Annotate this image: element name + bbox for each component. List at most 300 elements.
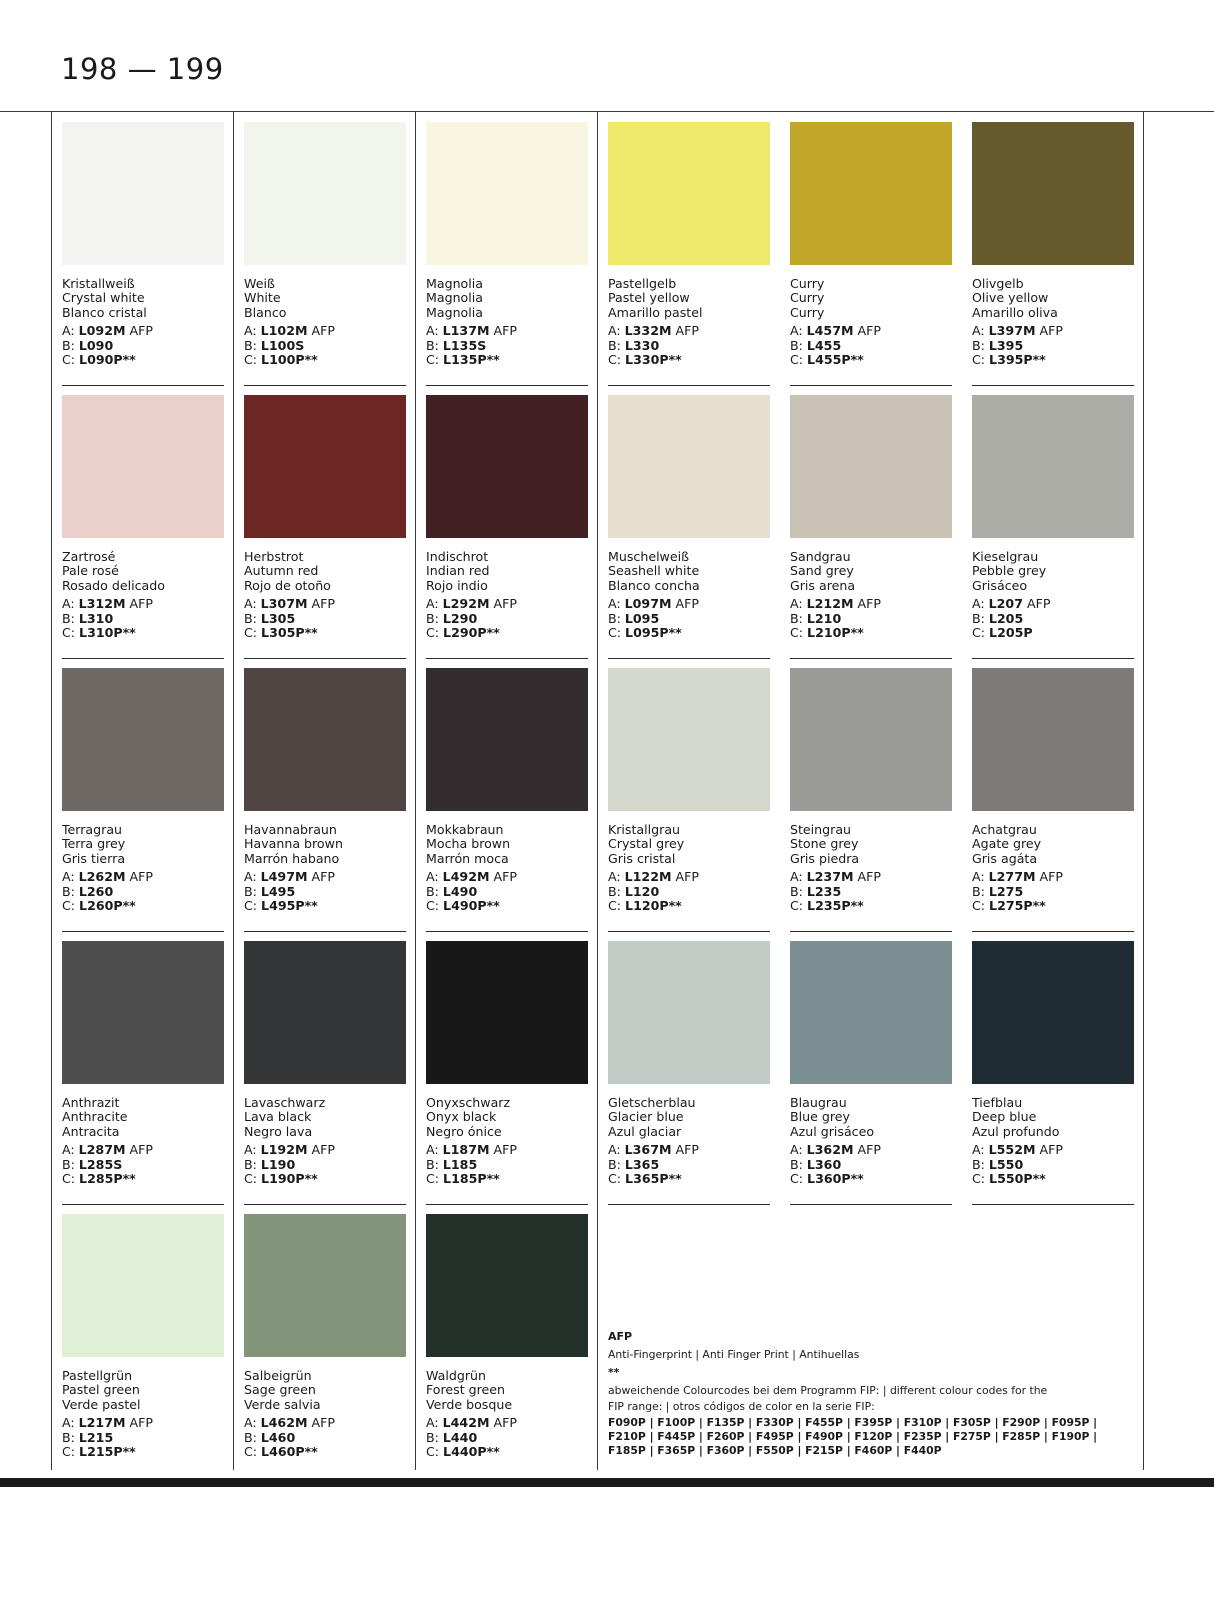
colour-name-de: Steingrau [790, 823, 852, 837]
card-separator [62, 1204, 224, 1205]
code-value: L457M [806, 323, 854, 339]
code-label: C: [972, 352, 990, 368]
code-value: L285P** [79, 1171, 136, 1187]
code-value: L330P** [625, 352, 682, 368]
card-separator [62, 385, 224, 386]
colour-swatch [426, 668, 588, 811]
colour-swatch [426, 941, 588, 1084]
code-label: B: [790, 610, 807, 626]
code-label: B: [244, 610, 261, 626]
code-label: A: [426, 869, 443, 885]
colour-swatch [972, 395, 1134, 538]
card-separator [608, 931, 770, 932]
card-separator [244, 931, 406, 932]
colour-name-de: Lavaschwarz [244, 1096, 326, 1110]
code-value: L185P** [443, 1171, 500, 1187]
code-suffix: AFP [307, 1415, 335, 1431]
code-line-c [972, 353, 1134, 367]
colour-swatch [244, 941, 406, 1084]
colour-names [426, 823, 588, 866]
legend-notes [608, 1330, 1108, 1458]
code-line-b [62, 885, 224, 899]
code-label: A: [972, 1142, 989, 1158]
code-label: B: [972, 883, 989, 899]
code-line-a [790, 597, 952, 611]
colour-name-en: Mocha brown [426, 837, 511, 852]
card-separator [244, 1204, 406, 1205]
colour-swatch [972, 941, 1134, 1084]
card-separator [426, 658, 588, 659]
code-suffix: AFP [853, 869, 881, 885]
colour-names [244, 550, 406, 593]
code-label: B: [972, 1156, 989, 1172]
colour-codes [972, 597, 1134, 640]
code-line-b [608, 339, 770, 353]
code-line-b [608, 612, 770, 626]
code-value: L305 [260, 610, 296, 626]
colour-card [426, 1214, 588, 1459]
code-value: L290 [442, 610, 478, 626]
code-label: B: [62, 610, 79, 626]
colour-name-es: Negro lava [244, 1124, 313, 1139]
footnote-marker: ** [608, 1366, 620, 1379]
colour-codes [244, 1143, 406, 1186]
colour-codes [608, 597, 770, 640]
colour-swatch [790, 395, 952, 538]
code-line-a [426, 324, 588, 338]
code-line-b [972, 612, 1134, 626]
colour-name-de: Anthrazit [62, 1096, 120, 1110]
code-suffix: AFP [489, 1415, 517, 1431]
colour-name-de: Sandgrau [790, 550, 851, 564]
code-suffix: AFP [853, 323, 881, 339]
code-line-a [244, 597, 406, 611]
code-value: L217M [78, 1415, 126, 1431]
colour-card [608, 668, 770, 913]
code-label: A: [62, 869, 79, 885]
code-value: L275P** [989, 898, 1046, 914]
colour-name-es: Marrón habano [244, 851, 340, 866]
colour-name-de: Curry [790, 277, 825, 291]
colour-swatch [62, 395, 224, 538]
code-value: L490P** [443, 898, 500, 914]
code-value: L215 [78, 1429, 114, 1445]
colour-names [790, 277, 952, 320]
code-line-b [972, 1158, 1134, 1172]
colour-names [426, 1369, 588, 1412]
colour-name-de: Mokkabraun [426, 823, 504, 837]
code-value: L395P** [989, 352, 1046, 368]
code-line-a [608, 597, 770, 611]
code-line-c [244, 1172, 406, 1186]
colour-name-es: Gris arena [790, 578, 856, 593]
code-value: L362M [806, 1142, 854, 1158]
colour-name-de: Olivgelb [972, 277, 1024, 291]
colour-names [426, 277, 588, 320]
code-label: C: [972, 898, 990, 914]
colour-card [62, 1214, 224, 1459]
code-suffix: AFP [853, 1142, 881, 1158]
code-value: L260 [78, 883, 114, 899]
code-label: A: [62, 323, 79, 339]
code-line-b [426, 339, 588, 353]
code-line-a [426, 597, 588, 611]
code-label: B: [244, 337, 261, 353]
card-separator [426, 1204, 588, 1205]
code-line-c [426, 1172, 588, 1186]
code-label: A: [608, 323, 625, 339]
colour-codes [790, 870, 952, 913]
code-line-b [608, 1158, 770, 1172]
code-line-b [244, 885, 406, 899]
colour-names [790, 823, 952, 866]
colour-names [608, 1096, 770, 1139]
code-line-b [790, 339, 952, 353]
colour-name-en: Sage green [244, 1383, 316, 1398]
colour-swatch [790, 122, 952, 265]
code-label: A: [62, 1142, 79, 1158]
code-value: L120 [624, 883, 660, 899]
colour-name-en: Pale rosé [62, 564, 119, 579]
code-label: C: [426, 1171, 444, 1187]
colour-card [426, 122, 588, 367]
code-line-c [790, 353, 952, 367]
code-line-c [244, 353, 406, 367]
code-suffix: AFP [671, 596, 699, 612]
colour-codes [244, 1416, 406, 1459]
code-label: C: [244, 1171, 262, 1187]
code-value: L360 [806, 1156, 842, 1172]
colour-names [608, 550, 770, 593]
colour-card [244, 122, 406, 367]
colour-card [608, 395, 770, 640]
code-label: A: [244, 869, 261, 885]
colour-card [790, 395, 952, 640]
card-separator [790, 931, 952, 932]
code-value: L237M [806, 869, 854, 885]
code-label: A: [608, 1142, 625, 1158]
colour-name-de: Havannabraun [244, 823, 337, 837]
colour-swatch [244, 122, 406, 265]
colour-codes [972, 1143, 1134, 1186]
code-label: A: [972, 869, 989, 885]
code-label: A: [790, 323, 807, 339]
colour-swatch [426, 122, 588, 265]
code-line-a [62, 870, 224, 884]
code-suffix: AFP [853, 596, 881, 612]
code-label: C: [790, 625, 808, 641]
colour-names [62, 277, 224, 320]
code-value: L292M [442, 596, 490, 612]
code-suffix: AFP [1035, 869, 1063, 885]
colour-name-en: Crystal white [62, 291, 145, 306]
colour-card [426, 941, 588, 1186]
card-separator [244, 385, 406, 386]
colour-swatch [244, 395, 406, 538]
code-value: L192M [260, 1142, 308, 1158]
code-suffix: AFP [489, 323, 517, 339]
code-suffix: AFP [1022, 596, 1051, 612]
code-label: A: [244, 323, 261, 339]
code-line-a [62, 324, 224, 338]
colour-names [244, 823, 406, 866]
card-separator [972, 931, 1134, 932]
colour-name-de: Terragrau [62, 823, 123, 837]
code-label: B: [426, 1429, 443, 1445]
code-value: L367M [624, 1142, 672, 1158]
colour-name-en: Sand grey [790, 564, 854, 579]
code-value: L100P** [261, 352, 318, 368]
code-value: L205 [988, 610, 1024, 626]
code-label: B: [972, 610, 989, 626]
code-label: B: [790, 1156, 807, 1172]
code-line-c [62, 353, 224, 367]
colour-names [244, 1096, 406, 1139]
card-separator [62, 658, 224, 659]
colour-card [972, 395, 1134, 640]
code-suffix: AFP [489, 869, 517, 885]
code-value: L460P** [261, 1444, 318, 1460]
colour-name-en: Blue grey [790, 1110, 850, 1125]
code-line-c [972, 1172, 1134, 1186]
colour-card [62, 395, 224, 640]
code-label: B: [608, 1156, 625, 1172]
colour-card [426, 395, 588, 640]
code-value: L210 [806, 610, 842, 626]
colour-codes [62, 1416, 224, 1459]
code-line-b [62, 1431, 224, 1445]
colour-codes [244, 597, 406, 640]
colour-codes [790, 1143, 952, 1186]
code-label: A: [790, 1142, 807, 1158]
code-value: L235 [806, 883, 842, 899]
colour-codes [426, 870, 588, 913]
colour-codes [62, 870, 224, 913]
code-label: C: [790, 352, 808, 368]
code-label: C: [244, 352, 262, 368]
code-line-a [972, 597, 1134, 611]
colour-card [972, 668, 1134, 913]
code-label: C: [426, 898, 444, 914]
code-label: A: [790, 869, 807, 885]
code-label: C: [608, 1171, 626, 1187]
colour-name-es: Amarillo oliva [972, 305, 1058, 320]
colour-name-de: Achatgrau [972, 823, 1037, 837]
code-line-a [608, 870, 770, 884]
colour-swatch [426, 1214, 588, 1357]
page-number: 198 — 199 [61, 52, 224, 86]
code-value: L550P** [989, 1171, 1046, 1187]
code-line-a [972, 1143, 1134, 1157]
colour-swatch [972, 122, 1134, 265]
code-line-b [426, 612, 588, 626]
code-value: L305P** [261, 625, 318, 641]
colour-name-es: Azul glaciar [608, 1124, 682, 1139]
colour-name-en: Curry [790, 291, 825, 306]
code-value: L090 [78, 337, 114, 353]
code-value: L277M [988, 869, 1036, 885]
colour-name-es: Negro ónice [426, 1124, 502, 1139]
colour-name-de: Blaugrau [790, 1096, 847, 1110]
code-line-c [244, 626, 406, 640]
code-value: L207 [988, 596, 1023, 612]
colour-names [426, 1096, 588, 1139]
colour-card [244, 668, 406, 913]
code-label: B: [426, 1156, 443, 1172]
code-line-c [972, 626, 1134, 640]
colour-codes [972, 870, 1134, 913]
code-line-c [790, 626, 952, 640]
colour-name-es: Verde salvia [244, 1397, 321, 1412]
code-suffix: AFP [125, 1142, 153, 1158]
code-suffix: AFP [125, 869, 153, 885]
code-suffix: AFP [307, 596, 335, 612]
code-label: B: [244, 883, 261, 899]
colour-name-de: Kieselgrau [972, 550, 1039, 564]
code-line-a [790, 870, 952, 884]
code-label: C: [426, 352, 444, 368]
afp-description: Anti-Fingerprint | Anti Finger Print | Antihuellas [608, 1348, 860, 1361]
colour-card [790, 941, 952, 1186]
code-label: C: [62, 352, 80, 368]
code-line-c [426, 353, 588, 367]
code-value: L122M [624, 869, 672, 885]
code-value: L497M [260, 869, 308, 885]
colour-name-es: Gris agáta [972, 851, 1038, 866]
code-line-a [62, 1416, 224, 1430]
code-value: L275 [988, 883, 1024, 899]
colour-swatch [608, 941, 770, 1084]
code-value: L210P** [807, 625, 864, 641]
code-label: B: [62, 1429, 79, 1445]
colour-name-es: Azul profundo [972, 1124, 1060, 1139]
code-line-a [608, 1143, 770, 1157]
colour-name-de: Pastellgelb [608, 277, 677, 291]
colour-name-es: Verde pastel [62, 1397, 141, 1412]
colour-codes [62, 324, 224, 367]
code-line-b [426, 885, 588, 899]
colour-name-en: Agate grey [972, 837, 1042, 852]
code-line-b [62, 612, 224, 626]
colour-codes [426, 1416, 588, 1459]
colour-swatch [244, 668, 406, 811]
colour-name-en: Pastel yellow [608, 291, 690, 306]
card-separator [426, 931, 588, 932]
code-line-a [244, 870, 406, 884]
colour-name-de: Onyxschwarz [426, 1096, 511, 1110]
code-line-a [790, 1143, 952, 1157]
colour-name-es: Antracita [62, 1124, 120, 1139]
code-label: C: [426, 625, 444, 641]
colour-name-de: Weiß [244, 277, 275, 291]
fip-codes-line-2: F210P | F445P | F260P | F495P | F490P | F120P | F235P | F275P | F285P | F190P | [608, 1430, 1098, 1443]
code-value: L365P** [625, 1171, 682, 1187]
code-label: B: [608, 883, 625, 899]
code-value: L332M [624, 323, 672, 339]
colour-card [972, 941, 1134, 1186]
code-line-a [972, 870, 1134, 884]
colour-names [972, 277, 1134, 320]
colour-name-es: Gris cristal [608, 851, 676, 866]
fip-description-line-2: FIP range: | otros códigos de color en la serie FIP: [608, 1400, 875, 1413]
colour-codes [608, 324, 770, 367]
code-label: C: [244, 898, 262, 914]
code-label: C: [608, 625, 626, 641]
colour-card [608, 941, 770, 1186]
code-value: L490 [442, 883, 478, 899]
code-label: C: [972, 625, 990, 641]
code-label: A: [426, 596, 443, 612]
colour-names [62, 823, 224, 866]
code-label: C: [62, 625, 80, 641]
code-label: C: [62, 898, 80, 914]
colour-name-en: Anthracite [62, 1110, 128, 1125]
code-line-a [426, 870, 588, 884]
card-separator [608, 658, 770, 659]
code-value: L552M [988, 1142, 1036, 1158]
colour-names [608, 823, 770, 866]
colour-name-de: Waldgrün [426, 1369, 486, 1383]
code-value: L102M [260, 323, 308, 339]
code-suffix: AFP [125, 323, 153, 339]
code-label: A: [608, 596, 625, 612]
colour-name-es: Blanco cristal [62, 305, 147, 320]
colour-codes [426, 597, 588, 640]
card-separator [790, 1204, 952, 1205]
code-label: C: [972, 1171, 990, 1187]
code-value: L187M [442, 1142, 490, 1158]
fip-description-line-1: abweichende Colourcodes bei dem Programm FIP: | different colour codes for the [608, 1384, 1048, 1397]
colour-codes [244, 324, 406, 367]
code-line-c [608, 1172, 770, 1186]
code-label: B: [62, 1156, 79, 1172]
code-value: L092M [78, 323, 126, 339]
colour-swatch [972, 668, 1134, 811]
code-line-c [426, 626, 588, 640]
colour-name-en: Lava black [244, 1110, 312, 1125]
code-value: L287M [78, 1142, 126, 1158]
code-value: L095P** [625, 625, 682, 641]
card-separator [790, 658, 952, 659]
code-suffix: AFP [307, 869, 335, 885]
code-line-c [62, 1445, 224, 1459]
code-label: B: [972, 337, 989, 353]
code-line-c [244, 1445, 406, 1459]
code-label: B: [62, 337, 79, 353]
colour-card [790, 668, 952, 913]
code-value: L260P** [79, 898, 136, 914]
card-separator [426, 385, 588, 386]
card-separator [244, 658, 406, 659]
code-line-c [62, 1172, 224, 1186]
code-label: B: [608, 337, 625, 353]
colour-name-de: Salbeigrün [244, 1369, 312, 1383]
colour-codes [426, 1143, 588, 1186]
card-separator [972, 658, 1134, 659]
code-value: L135S [442, 337, 487, 353]
code-value: L097M [624, 596, 672, 612]
code-label: A: [244, 1142, 261, 1158]
colour-codes [426, 324, 588, 367]
code-line-c [426, 1445, 588, 1459]
code-line-c [62, 899, 224, 913]
code-line-a [608, 324, 770, 338]
code-value: L440P** [443, 1444, 500, 1460]
code-value: L310P** [79, 625, 136, 641]
code-line-b [972, 339, 1134, 353]
code-line-a [426, 1416, 588, 1430]
card-separator [62, 931, 224, 932]
